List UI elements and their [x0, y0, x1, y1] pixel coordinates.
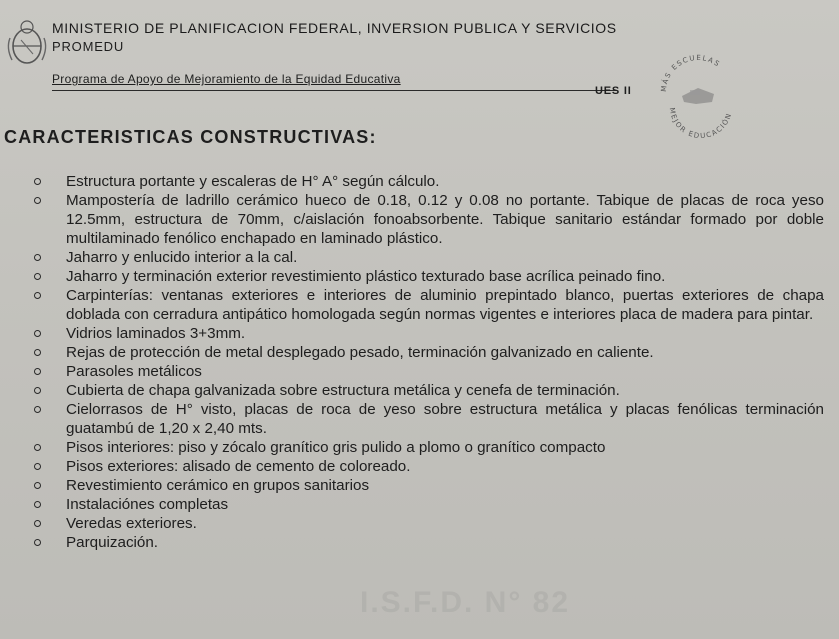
list-item: Pisos interiores: piso y zócalo granítico gris pulido a plomo o granítico compacto	[34, 438, 824, 457]
list-item: Estructura portante y escaleras de H° A° según cálculo.	[34, 172, 824, 191]
list-item: Carpinterías: ventanas exteriores e interiores de aluminio prepintado blanco, puertas exteriores de chapa doblada con cerradura antipático homologada según normas vigentes e interiores placa de madera para pintar.	[34, 286, 824, 324]
programa-title: Programa de Apoyo de Mejoramiento de la Equidad Educativa	[52, 72, 401, 86]
list-item: Instalaciónes completas	[34, 495, 824, 514]
list-item: Parasoles metálicos	[34, 362, 824, 381]
characteristics-list	[34, 172, 824, 552]
list-item: Cielorrasos de H° visto, placas de roca de yeso sobre estructura metálica y placas fenólicas terminación guatambú de 1,20 x 2,40 mts.	[34, 400, 824, 438]
section-title: CARACTERISTICAS CONSTRUCTIVAS:	[4, 127, 377, 147]
list-item: Rejas de protección de metal desplegado pesado, terminación galvanizado en caliente.	[34, 343, 824, 362]
svg-text:MEJOR EDUCACIÓN: MEJOR EDUCACIÓN	[667, 107, 734, 140]
mas-escuelas-logo	[648, 50, 748, 140]
list-item: Cubierta de chapa galvanizada sobre estructura metálica y cenefa de terminación.	[34, 381, 824, 400]
list-item: Vidrios laminados 3+3mm.	[34, 324, 824, 343]
list-item: Revestimiento cerámico en grupos sanitarios	[34, 476, 824, 495]
list-item: Veredas exteriores.	[34, 514, 824, 533]
list-item: Parquización.	[34, 533, 824, 552]
list-item: Jaharro y terminación exterior revestimiento plástico texturado base acrílica peinado fino.	[34, 267, 824, 286]
ministry-title: MINISTERIO DE PLANIFICACION FEDERAL, INVERSION PUBLICA Y SERVICIOS	[52, 20, 617, 36]
faint-stamp: I.S.F.D. N° 82	[360, 586, 571, 619]
header-divider	[52, 90, 617, 91]
list-item: Jaharro y enlucido interior a la cal.	[34, 248, 824, 267]
svg-text:MÁS ESCUELAS: MÁS ESCUELAS	[659, 53, 722, 93]
promedu-label: PROMEDU	[52, 39, 125, 54]
list-item: Mampostería de ladrillo cerámico hueco de 0.18, 0.12 y 0.08 no portante. Tabique de placas de roca yeso 12.5mm, estructura de 70mm, c/aislación fonoabsorbente. Tabique sanitario estándar formado por doble multilaminado fenólico enchapado en laminado plástico.	[34, 191, 824, 248]
ues-code: UES II	[595, 85, 632, 97]
list-item: Pisos exteriores: alisado de cemento de coloreado.	[34, 457, 824, 476]
coat-of-arms-seal	[4, 18, 50, 70]
